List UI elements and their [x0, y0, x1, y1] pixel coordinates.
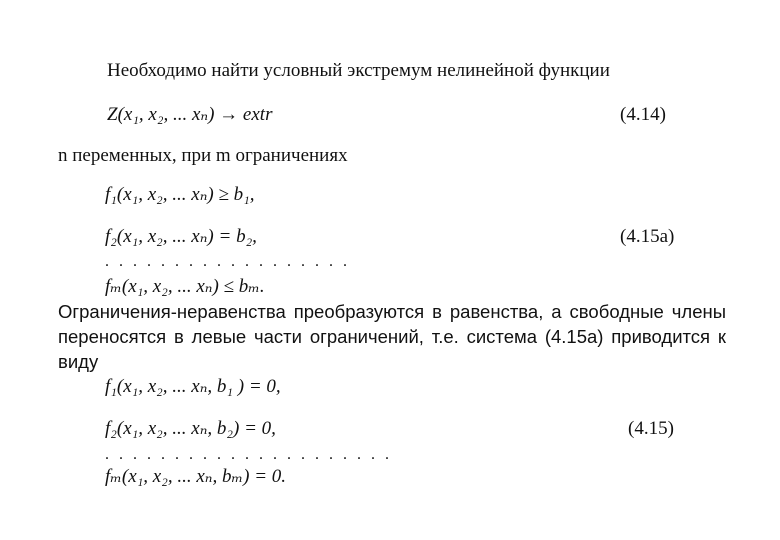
constraint-m: [105, 276, 265, 298]
equality-2-text: f₂(x₁, x₂, ... xₙ, b₂) = 0,: [105, 418, 276, 439]
constraint-2-text: f₂(x₁, x₂, ... xₙ) = b₂,: [105, 226, 257, 247]
constraint-2: [105, 226, 257, 248]
equality-1: [105, 376, 281, 398]
transformation-paragraph: Ограничения-неравенства преобразуются в равенства, а свободные члены переносятся в левые части ограничений, т.е. система (4.15а) приводится к виду: [58, 301, 726, 372]
objective-formula-text: Z(x₁, x₂, ... xₙ) → extr: [107, 104, 273, 125]
equality-m-text: fₘ(x₁, x₂, ... xₙ, bₘ) = 0.: [105, 466, 287, 487]
constraint-1-text: f₁(x₁, x₂, ... xₙ) ≥ b₁,: [105, 184, 255, 205]
objective-formula: [107, 104, 272, 126]
constraint-ellipsis: . . . . . . . . . . . . . . . . . .: [105, 253, 350, 270]
constraint-1: [105, 184, 255, 206]
equation-number-4-15a: (4.15a): [620, 226, 675, 247]
equality-2: [105, 418, 276, 440]
equality-m: [105, 466, 286, 488]
equation-number-4-15: (4.15): [628, 418, 674, 439]
equation-number-4-14: (4.14): [620, 104, 666, 125]
equality-1-text: f₁(x₁, x₂, ... xₙ, b₁ ) = 0,: [105, 376, 281, 397]
equality-ellipsis: . . . . . . . . . . . . . . . . . . . . .: [105, 446, 392, 463]
intro-text: Необходимо найти условный экстремум нелинейной функции: [107, 60, 610, 81]
variables-text: n переменных, при m ограничениях: [58, 145, 348, 166]
constraint-m-text: fₘ(x₁, x₂, ... xₙ) ≤ bₘ.: [105, 276, 265, 297]
